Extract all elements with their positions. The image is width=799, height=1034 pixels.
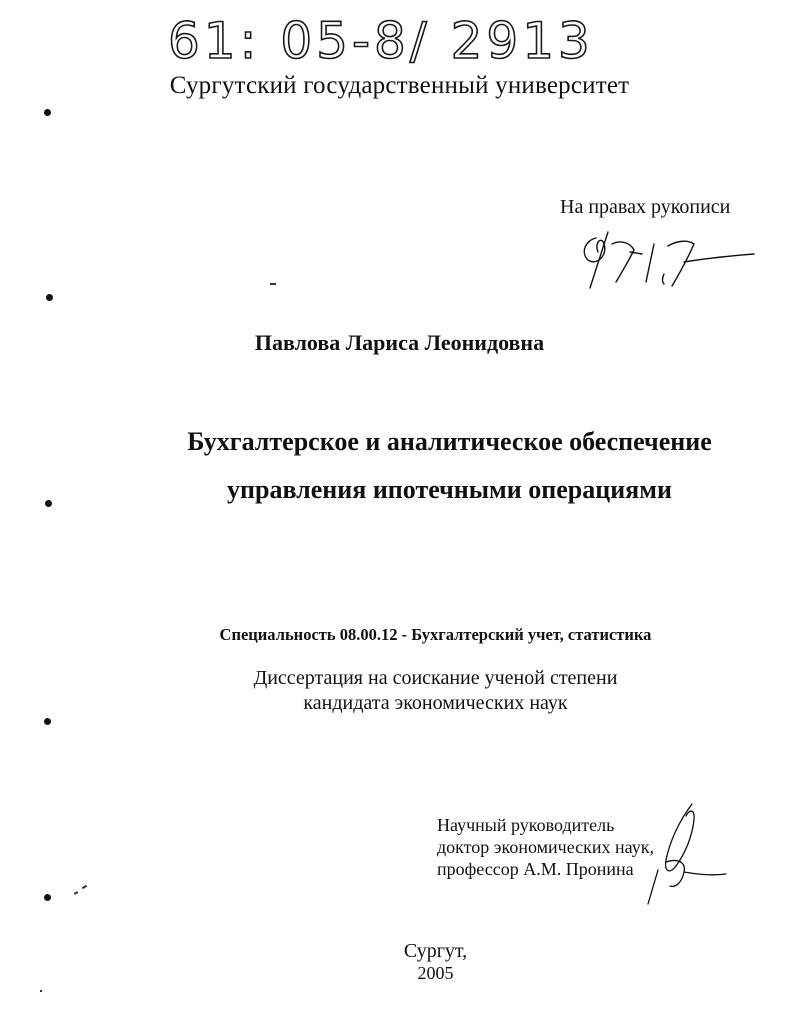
dissertation-degree-line-2: кандидата экономических наук (303, 692, 568, 714)
archive-code-text: 61: 05-8/ 2913 (168, 12, 594, 68)
scan-dot (46, 294, 53, 301)
author-signature (568, 222, 758, 292)
dissertation-title-line-1: Бухгалтерское и аналитическое обеспечение (187, 427, 712, 456)
scan-dot (45, 500, 52, 507)
dissertation-title-line-2: управления ипотечными операциями (227, 475, 672, 504)
scan-dot (44, 894, 51, 901)
advisor-degree: доктор экономических наук, (437, 837, 654, 857)
advisor-name: профессор А.М. Пронина (437, 859, 634, 879)
scan-dot (44, 109, 51, 116)
dissertation-degree-line-1: Диссертация на соискание ученой степени (253, 667, 618, 689)
author-name: Павлова Лариса Леонидовна (254, 330, 545, 355)
scan-speck (270, 283, 276, 285)
advisor-role: Научный руководитель (437, 815, 615, 835)
advisor-signature (640, 800, 730, 910)
scan-speck (40, 990, 42, 992)
archive-code-handwritten (168, 8, 608, 68)
university-name: Сургутский государственный университет (169, 72, 630, 99)
scan-dot (44, 718, 51, 725)
scan-speck (82, 885, 87, 889)
specialty: Специальность 08.00.12 - Бухгалтерский учет, статистика (219, 625, 652, 644)
scan-speck (74, 891, 78, 895)
year: 2005 (417, 963, 454, 983)
manuscript-rights: На правах рукописи (560, 196, 731, 218)
city: Сургут, (403, 940, 468, 962)
